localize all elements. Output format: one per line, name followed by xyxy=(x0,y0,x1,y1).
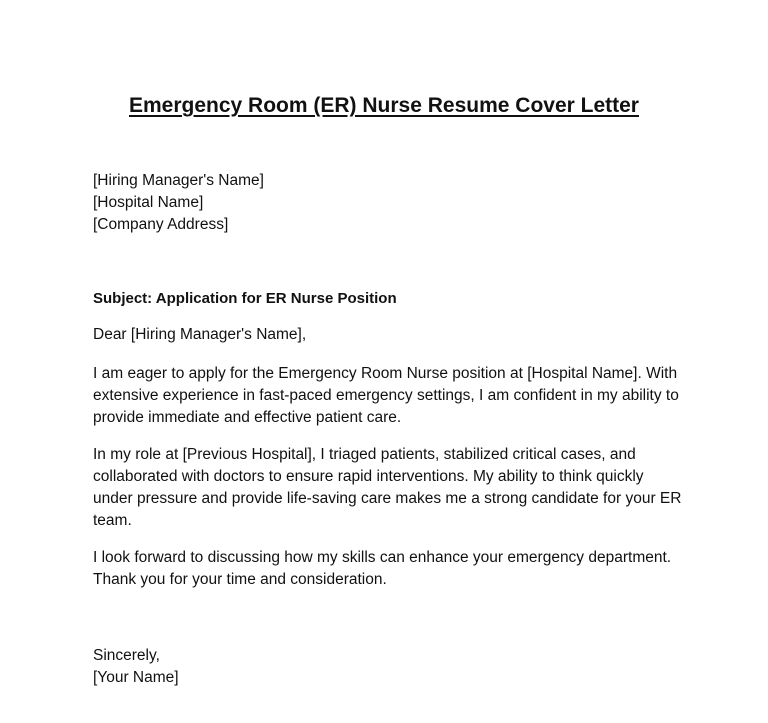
paragraph-line: under pressure and provide life-saving care makes me a strong candidate for your ER xyxy=(93,490,682,507)
paragraph-line: In my role at [Previous Hospital], I triaged patients, stabilized critical cases, and xyxy=(93,446,636,463)
paragraph-line: collaborated with doctors to ensure rapid interventions. My ability to think quickly xyxy=(93,468,644,485)
paragraph-line: team. xyxy=(93,512,132,529)
recipient-name: [Hiring Manager's Name] xyxy=(93,172,264,189)
paragraph-line: I look forward to discussing how my skills can enhance your emergency department. xyxy=(93,549,672,566)
subject-line: Subject: Application for ER Nurse Position xyxy=(93,290,397,307)
signoff: Sincerely, xyxy=(93,647,160,664)
recipient-hospital: [Hospital Name] xyxy=(93,194,204,211)
paragraph-line: provide immediate and effective patient care. xyxy=(93,409,402,426)
body-paragraph-closing xyxy=(93,547,671,591)
recipient-address-block xyxy=(93,170,264,236)
body-paragraph-experience xyxy=(93,444,681,532)
body-paragraph-intro xyxy=(93,363,679,429)
paragraph-line: extensive experience in fast-paced emergency settings, I am confident in my ability to xyxy=(93,387,679,404)
salutation: Dear [Hiring Manager's Name], xyxy=(93,326,307,343)
signature-block xyxy=(93,645,179,689)
signer-name: [Your Name] xyxy=(93,669,179,686)
paragraph-line: I am eager to apply for the Emergency Room Nurse position at [Hospital Name]. With xyxy=(93,365,678,382)
recipient-address: [Company Address] xyxy=(93,216,229,233)
document-title: Emergency Room (ER) Nurse Resume Cover Letter xyxy=(129,94,639,117)
paragraph-line: Thank you for your time and consideration. xyxy=(93,571,387,588)
